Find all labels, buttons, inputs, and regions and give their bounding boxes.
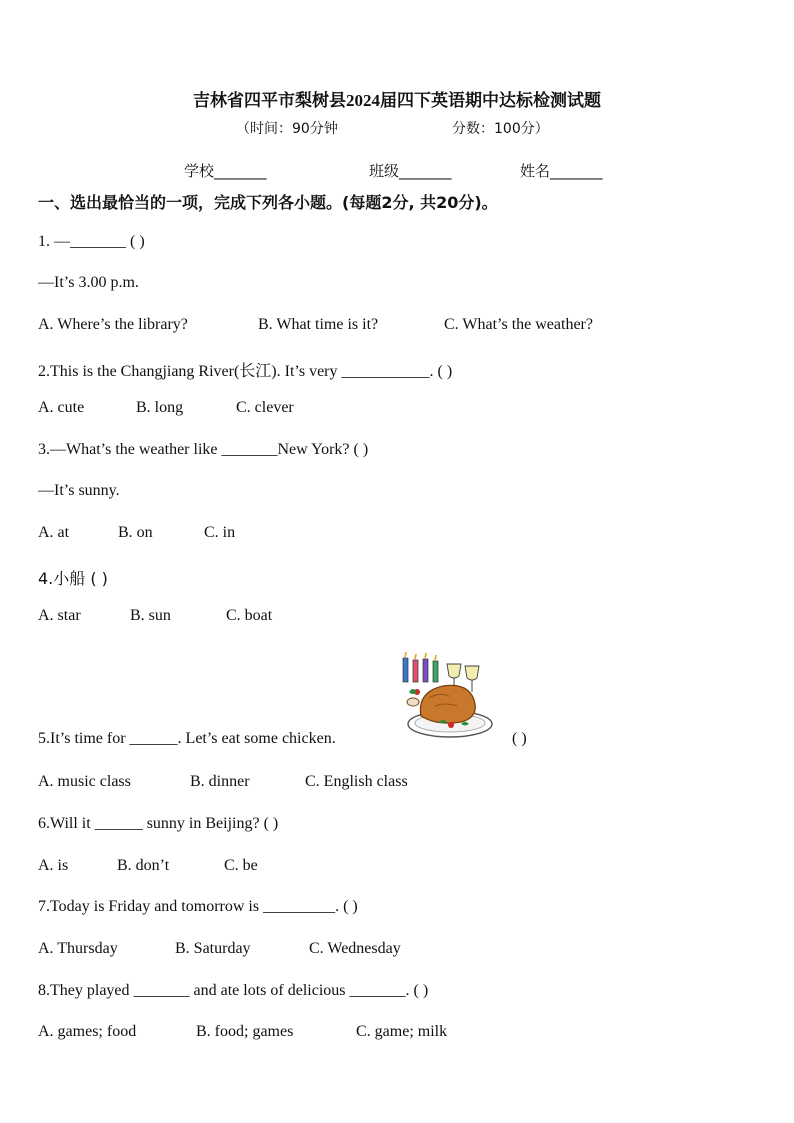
candle-flames [405, 652, 436, 660]
question-7-option-a: A. Thursday [38, 940, 118, 957]
question-4-stem: 4.小船 ( ) [38, 569, 108, 588]
section-heading: 一、选出最恰当的一项，完成下列各小题。(每题2分, 共20分)。 [38, 193, 498, 212]
exam-score: 分数：100分） [452, 121, 549, 137]
school-field: 学校_______ [184, 162, 267, 180]
wine-glass-right [465, 666, 479, 680]
question-3-option-c: C. in [204, 524, 236, 541]
question-3-stem: 3.—What’s the weather like _______New York? ( ) [38, 441, 369, 458]
exam-time: （时间：90分钟 [236, 121, 338, 137]
question-7-option-b: B. Saturday [175, 940, 251, 957]
garnish-tomato [448, 722, 454, 728]
question-2-option-a: A. cute [38, 399, 85, 416]
question-4-option-b: B. sun [130, 607, 171, 624]
question-1-option-a: A. Where’s the library? [38, 316, 188, 333]
class-field: 班级_______ [369, 162, 452, 180]
question-3-option-a: A. at [38, 524, 70, 541]
question-6-option-a: A. is [38, 857, 69, 874]
question-5-stem: 5.It’s time for ______. Let’s eat some chicken. [38, 730, 336, 747]
question-2-option-b: B. long [136, 399, 184, 416]
question-8-option-a: A. games; food [38, 1023, 137, 1040]
candle-purple [423, 659, 428, 682]
question-7-option-c: C. Wednesday [309, 940, 401, 957]
roast-chicken-dinner-illustration [395, 652, 495, 744]
question-6-option-b: B. don’t [117, 857, 170, 874]
question-8-stem: 8.They played _______ and ate lots of delicious _______. ( ) [38, 982, 429, 999]
question-7-stem: 7.Today is Friday and tomorrow is _________. ( ) [38, 898, 358, 915]
chicken-drumstick-tip [407, 698, 419, 706]
question-5-option-b: B. dinner [190, 773, 250, 790]
question-3-answer-line: —It’s sunny. [38, 482, 120, 499]
question-4-option-c: C. boat [226, 607, 273, 624]
question-1-stem: 1. —_______ ( ) [38, 233, 145, 250]
question-1-option-b: B. What time is it? [258, 316, 379, 333]
question-5-answer-paren: ( ) [512, 730, 527, 747]
question-8-option-b: B. food; games [196, 1023, 294, 1040]
question-2-option-c: C. clever [236, 399, 294, 416]
question-3-option-b: B. on [118, 524, 153, 541]
name-field: 姓名_______ [520, 162, 603, 180]
page-title: 吉林省四平市梨树县2024届四下英语期中达标检测试题 [193, 91, 601, 110]
question-1-option-c: C. What’s the weather? [444, 316, 593, 333]
candle-pink [413, 660, 418, 682]
candle-green [433, 661, 438, 682]
candle-blue [403, 658, 408, 682]
question-6-stem: 6.Will it ______ sunny in Beijing? ( ) [38, 815, 279, 832]
question-1-answer-line: —It’s 3.00 p.m. [38, 274, 139, 291]
question-6-option-c: C. be [224, 857, 258, 874]
question-5-option-a: A. music class [38, 773, 131, 790]
wine-glass-left [447, 664, 461, 678]
question-2-stem: 2.This is the Changjiang River(长江). It’s very ___________. ( ) [38, 363, 453, 380]
question-8-option-c: C. game; milk [356, 1023, 448, 1040]
question-4-option-a: A. star [38, 607, 81, 624]
question-5-option-c: C. English class [305, 773, 408, 790]
